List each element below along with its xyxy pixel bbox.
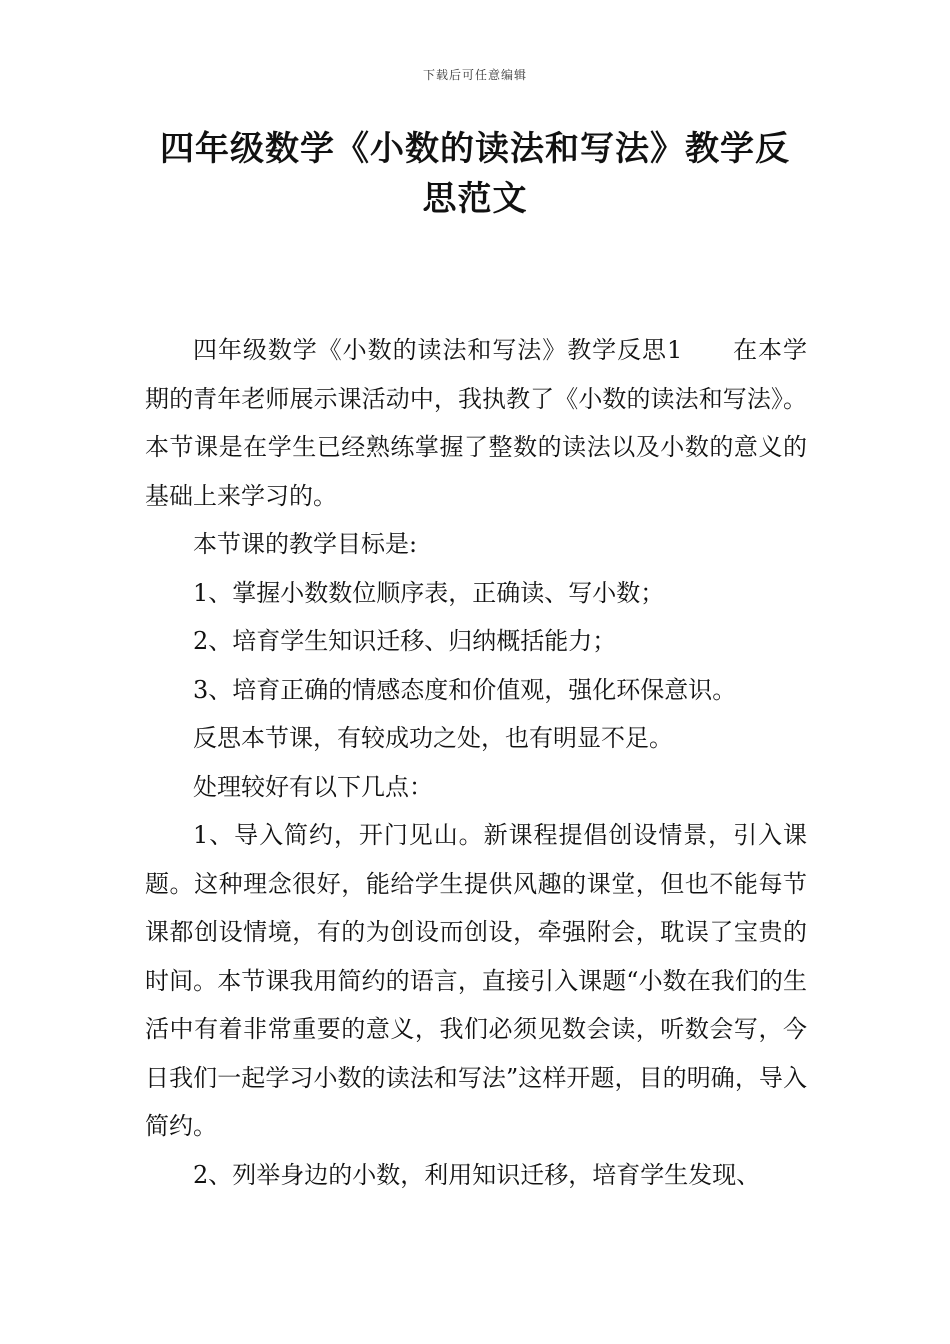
paragraph-strength-2: 2、列举身边的小数，利用知识迁移，培育学生发现、 (193, 1160, 761, 1189)
paragraph-strength-1: 1、导入简约，开门见山。新课程提倡创设情景，引入课题。这种理念很好，能给学生提供风趣的课堂，但也不能每节课都创设情境，有的为创设而创设，牵强附会，耽误了宝贵的时间。本节课我用简约的语言，直接引入课题“小数在我们的生活中有着非常重要的意义，我们必须见数会读，听数会写，今日我们一起学习小数的读法和写法”这样开题，目的明确，导入简约。 (145, 821, 807, 1140)
paragraph-goal-2: 2、培育学生知识迁移、归纳概括能力； (193, 627, 617, 655)
paragraph-strengths-heading: 处理较好有以下几点： (193, 772, 433, 801)
paragraph-goal-1: 1、掌握小数数位顺序表，正确读、写小数； (193, 578, 665, 607)
document-body (145, 326, 807, 1199)
paragraph-goal-3: 3、培育正确的情感态度和价值观，强化环保意识。 (193, 675, 737, 704)
paragraph-goals-heading: 本节课的教学目标是: (193, 530, 418, 558)
document-title: 四年级数学《小数的读法和写法》教学反思范文 (160, 129, 790, 219)
paragraph-reflection: 反思本节课，有较成功之处，也有明显不足。 (193, 724, 673, 752)
page-header-note: 下载后可任意编辑 (422, 68, 527, 82)
paragraph-intro: 四年级数学《小数的读法和写法》教学反思1 在本学期的青年老师展示课活动中，我执教了《小数的读法和写法》。本节课是在学生已经熟练掌握了整数的读法以及小数的意义的基础上来学习的。 (145, 336, 807, 510)
